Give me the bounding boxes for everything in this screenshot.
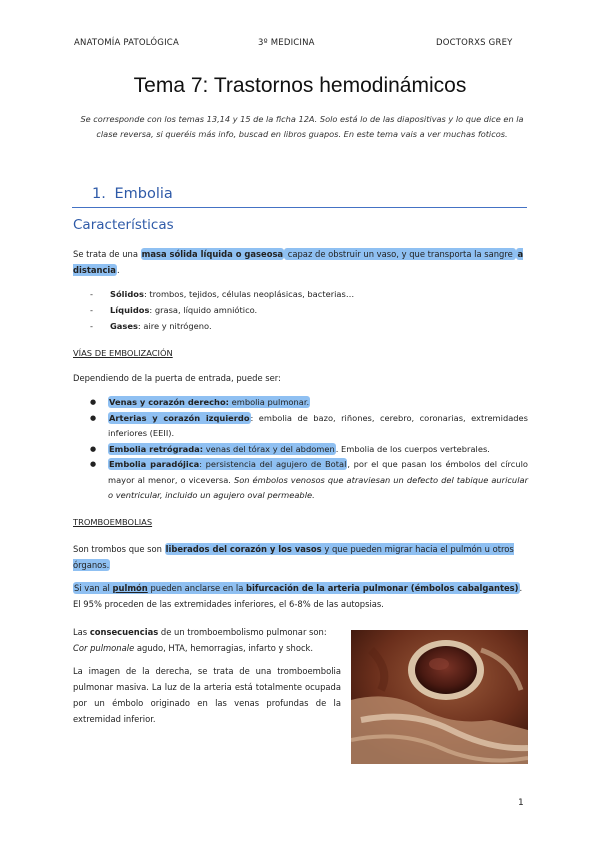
section-number: 1. [92,186,106,202]
item-highlight [108,396,310,408]
p2-bold-1: pulmón [112,583,148,593]
item-text: embolia pulmonar. [229,397,310,407]
header-author: DOCTORXS GREY [436,38,513,48]
def-bold-2: a distancia [73,249,524,275]
vias-list [90,395,528,504]
item-term: Embolia paradójica [109,459,200,469]
cons-post: de un tromboembolismo pulmonar son: [158,627,327,637]
item-text: venas del tórax y del abdomen [203,443,335,454]
def-end: . [116,265,120,275]
image-description: La imagen de la derecha, se trata de una tromboembolia pulmonar masiva. La luz de la arteria está totalmente ocupada por un émbolo originado en las venas profundas de la extremidad inferior. [73,666,341,724]
subsection-heading: Características [73,217,174,233]
type-text: : aire y nitrógeno. [137,321,212,331]
definition-paragraph [73,246,529,278]
header-course: 3º MEDICINA [258,38,315,48]
item-after: , por el que pasan los émbolos del círculo mayor al menor, o viceversa. [108,459,528,485]
list-item [90,442,528,458]
item-text: : embolia de bazo, riñones, cerebro, coronarias, extremidades inferiores (EEII). [108,412,528,438]
trombo-paragraph-1 [73,541,529,573]
pathology-photo [351,630,528,764]
cons-bold: consecuencias [89,627,159,637]
embolus-types-list [90,286,354,334]
intro-note: Se corresponde con los temas 13,14 y 15 de la ficha 12A. Solo está lo de las diapositivas y lo que dice en la clase reversa, si queréis más info, buscad en libros guapos. En este tema vais a ver muchas foticos. [80,114,524,139]
type-text: : grasa, líquido amniótico. [149,305,258,315]
header-subject: ANATOMÍA PATOLÓGICA [74,38,179,48]
cons-text: Las [73,627,90,637]
p1-post: y que pueden migrar hacia el pulmón u otros órganos. [73,544,514,570]
item-highlight [108,443,336,455]
page-title: Tema 7: Trastornos hemodinámicos [133,74,467,97]
def-bold: masa sólida líquida o gaseosa [141,249,284,259]
def-text: Se trata de una [73,249,141,259]
item-term: Embolia retrógrada: [109,443,204,454]
item-text: : persistencia del agujero de Botal [199,459,347,469]
list-item [90,318,354,334]
p2-highlight [73,582,520,594]
item-after: . Embolia de los cuerpos vertebrales. [335,443,490,454]
section-title: Embolia [114,186,173,202]
p2-post: . El 95% proceden de las extremidades inferiores, el 6-8% de las autopsias. [73,583,523,609]
p2-text: Si van al [74,583,113,593]
type-term: Gases [110,321,138,331]
consequences-paragraph [73,624,347,656]
item-highlight [108,458,347,470]
section-heading [92,186,173,202]
p2-bold-2: bifurcación de la arteria pulmonar (émbolos cabalgantes) [246,583,519,593]
item-highlight [108,412,251,424]
list-item [90,457,528,504]
tromboembolias-heading: TROMBOEMBOLIAS [73,517,153,527]
item-italic: Son émbolos venosos que atraviesan un defecto del tabique auricular o ventricular, incluido un agujero oval permeable. [108,474,528,500]
p1-text: Son trombos que son [73,544,165,554]
type-text: : trombos, tejidos, células neoplásicas, bacterias… [143,289,355,299]
item-term: Venas y corazón derecho: [109,397,229,407]
cons-rest: agudo, HTA, hemorragias, infarto y shock. [134,643,314,653]
trombo-paragraph-2 [73,580,529,612]
p1-bold: liberados del corazón y los vasos [165,544,322,554]
heading-underline [72,207,527,208]
type-term: Sólidos [110,289,144,299]
cons-italic: Cor pulmonale [73,643,135,653]
embolus-photo-image [351,630,528,764]
vias-intro: Dependiendo de la puerta de entrada, puede ser: [73,373,281,383]
list-item [90,411,528,442]
page-number: 1 [518,798,524,808]
vias-heading: VÍAS DE EMBOLIZACIÓN [73,348,173,358]
list-item [90,286,354,302]
p2-mid: pueden anclarse en la [147,583,247,593]
list-item [90,302,354,318]
type-term: Líquidos [110,305,150,315]
def-highlight [141,248,284,260]
list-item [90,395,528,411]
def-highlight-mid: capaz de obstruir un vaso, y que transporta la sangre [285,249,516,259]
item-term: Arterias y corazón izquierdo [109,412,250,423]
